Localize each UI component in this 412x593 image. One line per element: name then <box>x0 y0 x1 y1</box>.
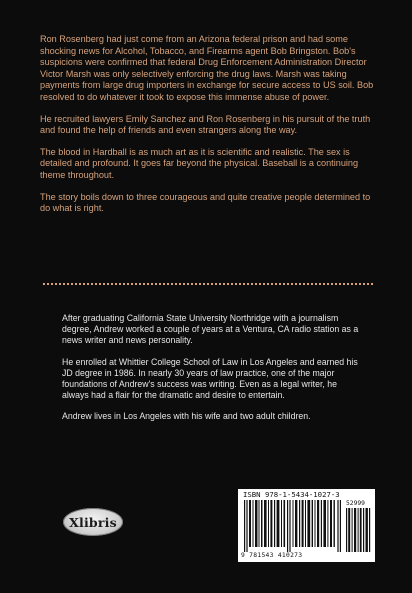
ean-digits: 9 781543 410273 <box>241 552 303 559</box>
price-addon-bars <box>346 508 371 552</box>
price-code: 52999 <box>346 500 365 507</box>
isbn-barcode <box>238 489 375 562</box>
isbn-label: ISBN 978-1-5434-1027-3 <box>243 490 340 499</box>
author-bio-section <box>62 313 362 433</box>
synopsis-paragraph-3: The blood in Hardball is as much art as it is scientific and realistic. The sex is detailed and profound. It goes far beyond the physical. Baseball is a continuing theme throughout. <box>40 146 359 180</box>
synopsis-paragraph-2: He recruited lawyers Emily Sanchez and Ron Rosenberg in his pursuit of the truth and found the help of friends and even strangers along the way. <box>40 113 371 136</box>
ean-barcode-bars <box>244 500 342 552</box>
publisher-logo-text: Xlibris <box>69 515 117 530</box>
bio-paragraph-3: Andrew lives in Los Angeles with his wife and two adult children. <box>62 411 311 422</box>
synopsis-paragraph-4: The story boils down to three courageous and quite creative people determined to do what is right. <box>40 191 371 214</box>
bio-paragraph-1: After graduating California State University Northridge with a journalism degree, Andrew worked a couple of years at a Ventura, CA radio station as a news writer and news personality. <box>62 313 359 346</box>
synopsis-paragraph-1: Ron Rosenberg had just come from an Arizona federal prison and had some shocking news for Alcohol, Tobacco, and Firearms agent Bob Bringston. Bob's suspicions were confirmed that federal Drug Enforcement Administration Director Victor Marsh was only selectively enforcing the drug laws. Marsh was taking payments from large drug importers in exchange for secure access to US soil. Bob resolved to do whatever it took to expose this immense abuse of power. <box>40 34 374 102</box>
xlibris-logo-icon <box>63 508 123 536</box>
dotted-divider <box>43 283 373 285</box>
synopsis-section <box>40 34 376 225</box>
bio-paragraph-2: He enrolled at Whittier College School of Law in Los Angeles and earned his JD degree in 1986. In nearly 30 years of law practice, one of the major foundations of Andrew's success was writing. Even as a legal writer, he always had a flair for the dramatic and desire to entertain. <box>62 356 358 401</box>
